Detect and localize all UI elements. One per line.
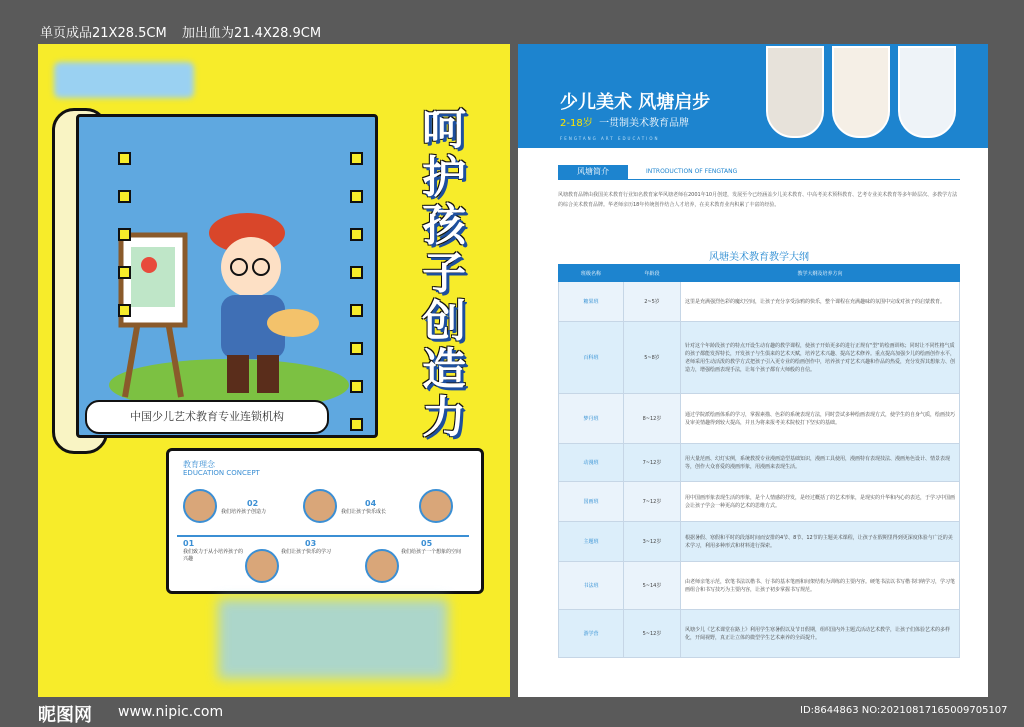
- film-square: [350, 152, 363, 165]
- class-name: 动漫班: [559, 444, 624, 482]
- table-header-row: [559, 265, 960, 282]
- syllabus-table: [558, 264, 960, 658]
- concept-photo: [365, 549, 399, 583]
- class-name: 糖果班: [559, 282, 624, 322]
- concept-text: 我们让孩子快乐成长: [341, 509, 387, 515]
- concept-photo: [303, 489, 337, 523]
- table-row: [559, 522, 960, 562]
- table-row: [559, 322, 960, 394]
- concept-title-en: EDUCATION CONCEPT: [183, 469, 260, 477]
- film-square: [118, 190, 131, 203]
- brand-title: 少儿美术 风塘启步: [560, 92, 711, 113]
- class-age: 2~5岁: [624, 282, 681, 322]
- class-desc: 根据暑假、寒假和平时的段落时间而安排的4节、8节、12节的主题美术课程，让孩子在假期里得到更深度体验与广泛的美术学习，利用多种形式和材料进行探索。: [681, 522, 960, 562]
- class-name: 百科班: [559, 322, 624, 394]
- film-square: [118, 304, 131, 317]
- film-square: [118, 228, 131, 241]
- film-square: [118, 152, 131, 165]
- class-desc: 通过学院派绘画体系的学习，掌握素描、色彩的系统表现方法，同时尝试多种绘画表现方式，使学生的自身气质，绘画技巧及审美情趣得到较大提高，并且为将来报考美术院校打下坚实的基础。: [681, 394, 960, 444]
- brand-en: FENGTANG ART EDUCATION: [560, 136, 660, 141]
- class-desc: 这里是充满强烈色彩的魔幻空间，让孩子充分享受涂鸦的快乐，整个课程在充满趣味的氛围中完成对孩子的启蒙教育。: [681, 282, 960, 322]
- table-title: 风塘美术教育教学大纲: [709, 252, 809, 263]
- table-row: [559, 562, 960, 610]
- class-desc: 风塘少儿《艺术课堂在路上》利用学生寒暑假以及节日假期，组织国内外主题式活动艺术教学，让孩子们体验艺术的多样化，开阔视野，真正让立体的微型学生艺术素养的全面提升。: [681, 610, 960, 658]
- intro-paragraph: 风塘教育品牌由我国美术教育行业知名教育家华风塘老师在2001年10月创建，发展至今已经涵盖少儿美术教育、中高考美术预科教育、艺考专业美术教育等多年龄层次、多教学方法的综合美术教育品牌。华老师亲历18年传统创作结合人才培养，在美术教育业内积累了丰富的经验。: [558, 192, 958, 208]
- class-age: 5~12岁: [624, 610, 681, 658]
- header-age: 年龄段: [624, 265, 681, 282]
- section-heading-en: INTRODUCTION OF FENGTANG: [646, 168, 738, 175]
- concept-title: 教育理念: [183, 460, 215, 469]
- size-final-label: 单页成品21X28.5CM: [40, 26, 167, 41]
- class-age: 3~12岁: [624, 522, 681, 562]
- class-age: 5~8岁: [624, 322, 681, 394]
- section-heading: 风塘简介: [558, 165, 628, 179]
- right-page: [518, 44, 988, 697]
- film-square: [350, 342, 363, 355]
- concept-num: 04: [365, 499, 377, 508]
- watermark-id: ID:8644863 NO:20210817165009705107: [800, 705, 1008, 716]
- class-desc: 由老师亲笔示范，软笔书法以楷书、行书的基本笔画和间架结构为训练的主要内容。硬笔书法以书写楷书归纳学习，学习笔画组合和书写技巧为主要内容，让孩子初步掌握书写规范。: [681, 562, 960, 610]
- class-desc: 用大量范画、幻灯实例，系统教授专业漫画造型基础知识，漫画工具使用，漫画特有表现技法、漫画角色设计、情景表现等，创作大众喜爱的漫画形象，用漫画来表现生活。: [681, 444, 960, 482]
- top-bar: [0, 0, 1024, 42]
- concept-photo: [245, 549, 279, 583]
- concept-text: 我们致力于从小培养孩子的兴趣: [183, 549, 244, 562]
- timeline-line: [177, 535, 469, 537]
- class-name: 国画班: [559, 482, 624, 522]
- children-photo: [898, 46, 956, 138]
- film-square: [350, 228, 363, 241]
- class-age: 5~14岁: [624, 562, 681, 610]
- film-square: [118, 266, 131, 279]
- brand-tagline: 一贯制美术教育品牌: [599, 118, 690, 129]
- watermark-bar: [0, 697, 1024, 727]
- class-age: 8~12岁: [624, 394, 681, 444]
- concept-photo: [419, 489, 453, 523]
- class-desc: 针对这个年龄段孩子的特点开设生动有趣的教学课程，使孩子开始更多的进行正规有"型"的绘画训练；同时让不同性格气质的孩子都能发挥特长，开发孩子与生俱来的艺术天赋，培养艺术兴趣、提高艺术修养。重点提高加强少儿的绘画创作水平，老师采用生动活泼的教学方式把孩子引入更专业的绘画创作中，培养孩子对艺术兴趣和作品的热爱，充分发挥其想象力、创造力，增强绘画表现手法，让每个孩子都有大师般的自信。: [681, 322, 960, 394]
- teacher-photo: [766, 46, 824, 138]
- class-name: 书法班: [559, 562, 624, 610]
- table-row: [559, 282, 960, 322]
- film-square: [350, 190, 363, 203]
- film-square: [350, 266, 363, 279]
- watermark-logo: 昵图网: [38, 705, 92, 726]
- concept-num: 03: [305, 539, 317, 548]
- size-bleed-label: 加出血为21.4X28.9CM: [182, 26, 322, 41]
- table-row: [559, 482, 960, 522]
- concept-text: 我们给孩子一个想象的空间: [401, 549, 462, 555]
- film-square: [350, 304, 363, 317]
- concept-num: 02: [247, 499, 259, 508]
- ribbon-label: 中国少儿艺术教育专业连锁机构: [85, 400, 329, 434]
- child-photo: [832, 46, 890, 138]
- class-name: 游学营: [559, 610, 624, 658]
- table-row: [559, 610, 960, 658]
- age-range: 2-18岁: [560, 118, 593, 129]
- class-age: 7~12岁: [624, 444, 681, 482]
- header-desc: 教学大纲及培养方向: [681, 265, 960, 282]
- class-name: 梦丹班: [559, 394, 624, 444]
- blurred-contact-info: [218, 599, 448, 679]
- right-header: [518, 44, 988, 148]
- watermark-url: www.nipic.com: [118, 704, 224, 720]
- concept-num: 01: [183, 539, 195, 548]
- table-row: [559, 444, 960, 482]
- table-row: [559, 394, 960, 444]
- class-name: 主题班: [559, 522, 624, 562]
- concept-photo: [183, 489, 217, 523]
- left-page: [38, 44, 510, 697]
- headline: 呵护孩子创造力: [422, 104, 466, 443]
- brand-subtitle: [560, 114, 689, 129]
- film-square: [350, 418, 363, 431]
- concept-num: 05: [421, 539, 433, 548]
- header-class: 班级名称: [559, 265, 624, 282]
- blurred-logo: [54, 62, 194, 98]
- concept-text: 我们培养孩子创造力: [221, 509, 267, 515]
- concept-text: 我们让孩子快乐的学习: [281, 549, 332, 555]
- film-square: [350, 380, 363, 393]
- section-divider: [558, 179, 960, 180]
- class-age: 7~12岁: [624, 482, 681, 522]
- class-desc: 用中国画形象表现生活的形象，是个人情感的抒发，是经过概括了的艺术形象，是现实的升华和内心的表达，于学习中国画会让孩子学会一种更高的艺术的思维方式。: [681, 482, 960, 522]
- education-concept-card: [166, 448, 484, 594]
